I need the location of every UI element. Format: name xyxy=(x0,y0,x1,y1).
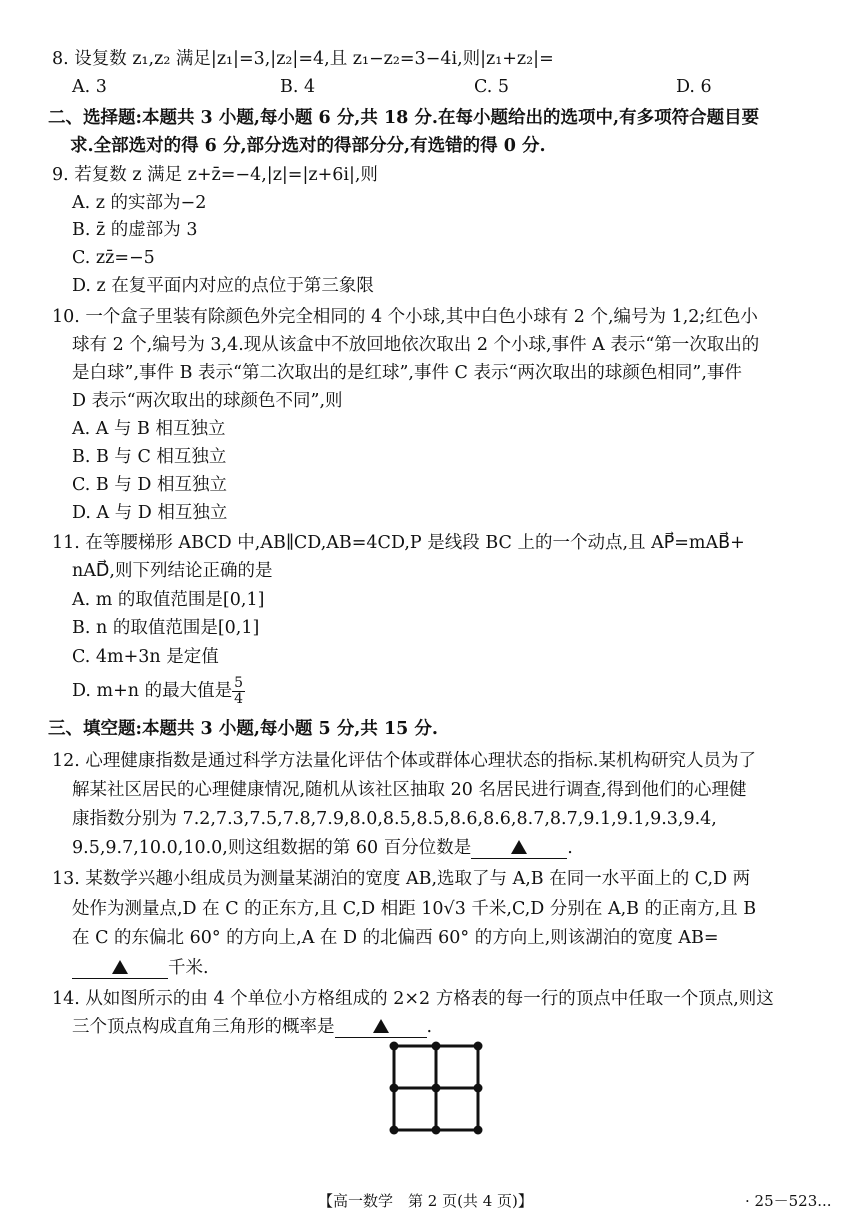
q8-option-c: C. 5 xyxy=(474,77,510,97)
q12-line-2: 解某社区居民的心理健康情况,随机从该社区抽取 20 名居民进行调查,得到他们的心理健 xyxy=(72,780,747,800)
q13-answer-blank[interactable] xyxy=(72,958,168,979)
q9-option-b: B. z̄ 的虚部为 3 xyxy=(72,220,198,240)
q10-line-1: 10. 一个盒子里装有除颜色外完全相同的 4 个小球,其中白色小球有 2 个,编号为 1,2;红色小 xyxy=(52,307,758,327)
fraction xyxy=(232,676,245,707)
q12-end-period: . xyxy=(567,838,573,858)
q12-line-1: 12. 心理健康指数是通过科学方法量化评估个体或群体心理状态的指标.某机构研究人员为了 xyxy=(52,751,756,771)
q9-option-a: A. z 的实部为−2 xyxy=(72,193,207,213)
q11-option-c: C. 4m+3n 是定值 xyxy=(72,647,219,667)
triangle-marker-icon xyxy=(373,1019,389,1033)
q11-option-d xyxy=(72,676,245,707)
q13-line-3: 在 C 的东偏北 60° 的方向上,A 在 D 的北偏西 60° 的方向上,则该湖泊的宽度 AB= xyxy=(72,928,719,948)
q10-option-a: A. A 与 B 相互独立 xyxy=(72,419,226,439)
section2-heading-line1: 二、选择题:本题共 3 小题,每小题 6 分,共 18 分.在每小题给出的选项中,有多项符合题目要 xyxy=(48,108,760,128)
q10-option-d: D. A 与 D 相互独立 xyxy=(72,503,228,523)
fraction-denominator: 4 xyxy=(234,691,244,707)
exam-code: · 25－523... xyxy=(745,1192,832,1210)
section2-heading-line2: 求.全部选对的得 6 分,部分选对的得部分分,有选错的得 0 分. xyxy=(70,136,546,156)
q11-option-b: B. n 的取值范围是[0,1] xyxy=(72,618,260,638)
q12-line-3: 康指数分别为 7.2,7.3,7.5,7.8,7.9,8.0,8.5,8.5,8.6,8.6,8.7,8.7,9.1,9.1,9.3,9.4, xyxy=(72,809,717,829)
q13-line-4 xyxy=(72,955,209,981)
q14-answer-blank[interactable] xyxy=(335,1017,427,1038)
triangle-marker-icon xyxy=(112,960,128,974)
q8-stem: 8. 设复数 z₁,z₂ 满足|z₁|=3,|z₂|=4,且 z₁−z₂=3−4i,则|z₁+z₂|= xyxy=(52,49,554,69)
grid-vertex xyxy=(432,1126,441,1135)
q10-line-2: 球有 2 个,编号为 3,4.现从该盒中不放回地依次取出 2 个小球,事件 A 表示“第一次取出的 xyxy=(72,335,760,355)
q12-line-4 xyxy=(72,835,573,861)
section3-heading: 三、填空题:本题共 3 小题,每小题 5 分,共 15 分. xyxy=(48,719,438,739)
q9-option-d: D. z 在复平面内对应的点位于第三象限 xyxy=(72,276,374,296)
grid-vertex xyxy=(432,1084,441,1093)
q9-stem: 9. 若复数 z 满足 z+z̄=−4,|z|=|z+6i|,则 xyxy=(52,165,378,185)
grid-vertex xyxy=(390,1042,399,1051)
q14-line-1: 14. 从如图所示的由 4 个单位小方格组成的 2×2 方格表的每一行的顶点中任取一个顶点,则这 xyxy=(52,989,774,1009)
q13-line-2: 处作为测量点,D 在 C 的正东方,且 C,D 相距 10√3 千米,C,D 分别在 A,B 的正南方,且 B xyxy=(72,899,757,919)
q11-line-2: nAD⃗,则下列结论正确的是 xyxy=(72,561,273,581)
q11-line-1: 11. 在等腰梯形 ABCD 中,AB∥CD,AB=4CD,P 是线段 BC 上的一个动点,且 AP⃗=mAB⃗+ xyxy=(52,533,745,553)
q8-option-d: D. 6 xyxy=(676,77,712,97)
q14-end-period: . xyxy=(426,1017,433,1037)
grid-vertex xyxy=(474,1126,483,1135)
grid-vertex xyxy=(390,1126,399,1135)
q8-option-b: B. 4 xyxy=(280,77,316,97)
q10-line-3: 是白球”,事件 B 表示“第二次取出的是红球”,事件 C 表示“两次取出的球颜色相同”,事件 xyxy=(72,363,742,383)
q11-option-a: A. m 的取值范围是[0,1] xyxy=(72,590,265,610)
grid-figure xyxy=(388,1040,488,1136)
grid-vertex xyxy=(432,1042,441,1051)
q14-line-2 xyxy=(72,1014,432,1040)
q8-option-a: A. 3 xyxy=(72,77,107,97)
grid-vertex xyxy=(474,1042,483,1051)
q12-line-4-text: 9.5,9.7,10.0,10.0,则这组数据的第 60 百分位数是 xyxy=(72,838,472,858)
triangle-marker-icon xyxy=(511,840,527,854)
grid-vertex xyxy=(474,1084,483,1093)
page-footer: 【高一数学 第 2 页(共 4 页)】 xyxy=(318,1192,533,1210)
grid-vertex xyxy=(390,1084,399,1093)
q9-option-c: C. zz̄=−5 xyxy=(72,248,155,268)
q12-answer-blank[interactable] xyxy=(471,838,567,859)
q11-option-d-text: D. m+n 的最大值是 xyxy=(72,681,233,701)
q13-unit: 千米. xyxy=(168,958,209,978)
q13-line-1: 13. 某数学兴趣小组成员为测量某湖泊的宽度 AB,选取了与 A,B 在同一水平面上的 C,D 两 xyxy=(52,869,751,889)
fraction-numerator: 5 xyxy=(234,675,244,691)
q14-line-2-text: 三个顶点构成直角三角形的概率是 xyxy=(72,1017,335,1037)
q10-option-b: B. B 与 C 相互独立 xyxy=(72,447,227,467)
q10-line-4: D 表示“两次取出的球颜色不同”,则 xyxy=(72,391,343,411)
q10-option-c: C. B 与 D 相互独立 xyxy=(72,475,227,495)
